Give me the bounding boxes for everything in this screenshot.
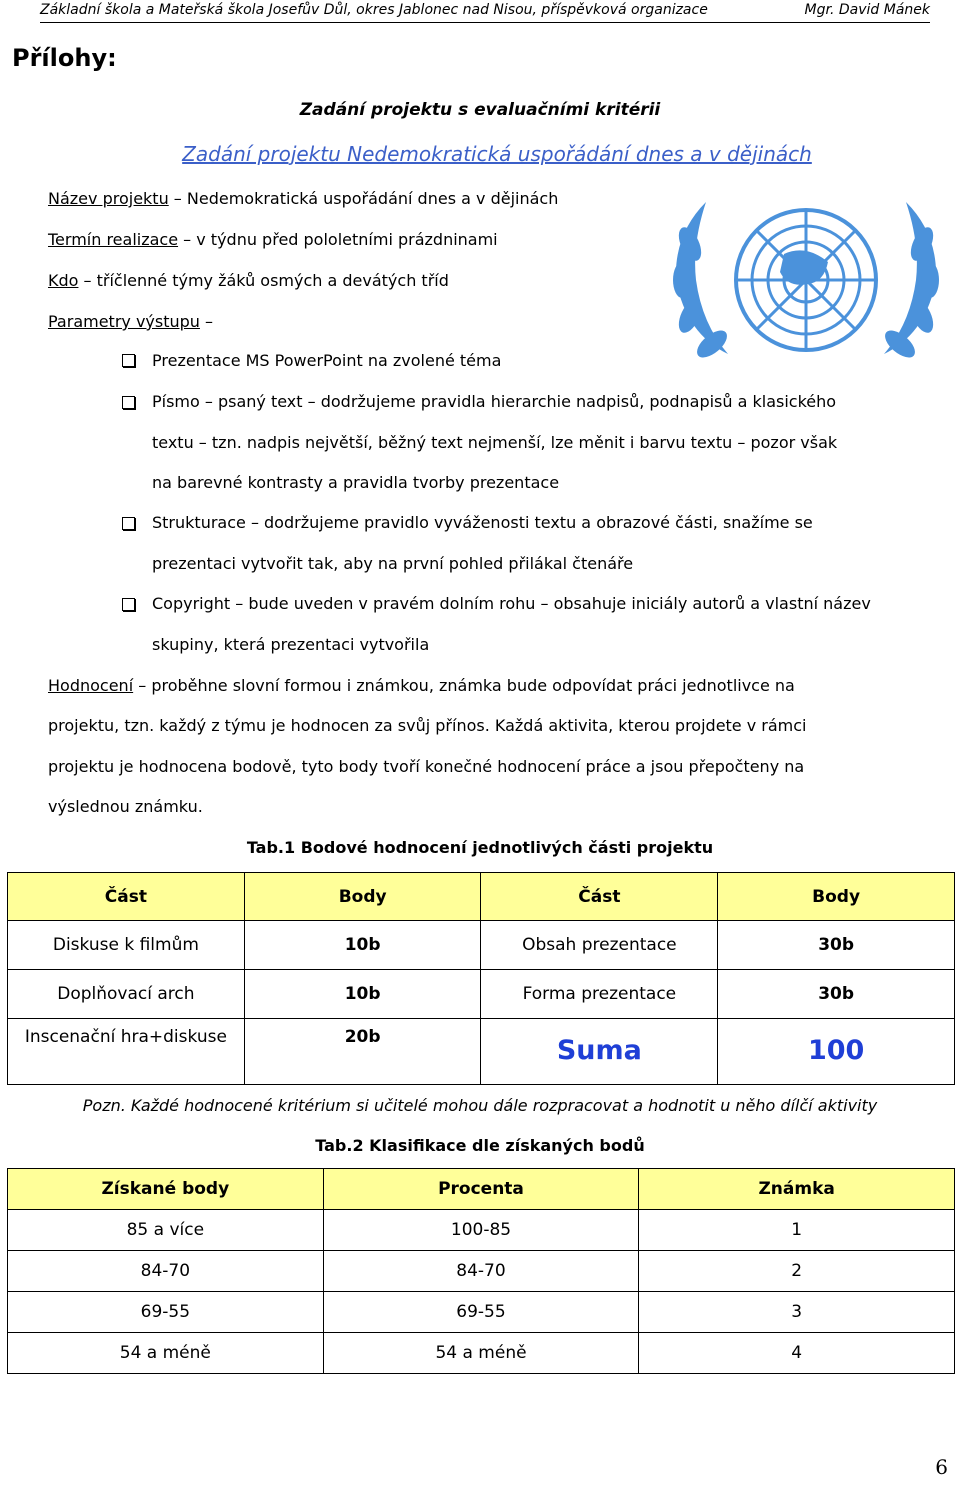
school-name: Základní škola a Mateřská škola Josefův Důl, okres Jablonec nad Nisou, příspěvková organizace	[40, 2, 708, 18]
table-header-cell: Část	[8, 873, 245, 921]
table-cell: 30b	[718, 970, 955, 1019]
table-cell: Forma prezentace	[481, 970, 718, 1019]
table-row	[8, 1019, 955, 1085]
info-params: Parametry výstupu –	[48, 312, 214, 331]
table-cell: 69-55	[323, 1292, 639, 1333]
table-cell: 69-55	[8, 1292, 324, 1333]
table-cell: 10b	[244, 921, 481, 970]
author-name: Mgr. David Mánek	[804, 2, 930, 18]
table-cell: 10b	[244, 970, 481, 1019]
table-row	[8, 921, 955, 970]
table-row	[8, 1292, 955, 1333]
table-row	[8, 1333, 955, 1374]
bullet-text: skupiny, která prezentaci vytvořila	[152, 635, 430, 654]
table-row	[8, 1251, 955, 1292]
table-header-row	[8, 1169, 955, 1210]
table1-caption: Tab.1 Bodové hodnocení jednotlivých části projektu	[246, 838, 714, 857]
bullet-text: Strukturace – dodržujeme pravidlo vyváženosti textu a obrazové části, snažíme se	[152, 513, 813, 532]
table-cell: 84-70	[8, 1251, 324, 1292]
bullet-text: prezentaci vytvořit tak, aby na první pohled přilákal čtenáře	[152, 554, 634, 573]
evaluation-paragraph: Hodnocení – proběhne slovní formou i známkou, známka bude odpovídat práci jednotlivce na	[48, 676, 795, 695]
table-header-cell: Body	[718, 873, 955, 921]
evaluation-paragraph: projektu je hodnocena bodově, tyto body tvoří konečné hodnocení práce a jsou přepočteny na	[48, 757, 805, 776]
bullet-text: Prezentace MS PowerPoint na zvolené téma	[152, 351, 502, 370]
section-subtitle: Zadání projektu s evaluačními kritérii	[299, 100, 661, 120]
evaluation-paragraph: výslednou známku.	[48, 797, 203, 816]
evaluation-paragraph: projektu, tzn. každý z týmu je hodnocen za svůj přínos. Každá aktivita, kterou projdete v rámci	[48, 716, 807, 735]
table-header-row	[8, 873, 955, 921]
table-cell: 2	[639, 1251, 955, 1292]
table-cell: Diskuse k filmům	[8, 921, 245, 970]
table-header-cell: Známka	[639, 1169, 955, 1210]
table2-caption: Tab.2 Klasifikace dle získaných bodů	[315, 1136, 645, 1155]
table-header-cell: Procenta	[323, 1169, 639, 1210]
table-header-cell: Získané body	[8, 1169, 324, 1210]
un-emblem-icon	[656, 184, 956, 384]
table-cell: 54 a méně	[8, 1333, 324, 1374]
bullet-text: Copyright – bude uveden v pravém dolním rohu – obsahuje iniciály autorů a vlastní název	[152, 594, 871, 613]
info-term: Termín realizace – v týdnu před pololetními prázdninami	[48, 230, 498, 249]
table-row	[8, 1210, 955, 1251]
table-cell: 30b	[718, 921, 955, 970]
info-who: Kdo – tříčlenné týmy žáků osmých a devátých tříd	[48, 271, 449, 290]
page-header	[40, 0, 930, 23]
table-cell: 20b	[244, 1019, 481, 1085]
checkbox-bullet-icon	[122, 396, 135, 409]
table-cell: Obsah prezentace	[481, 921, 718, 970]
sum-value: 100	[718, 1019, 955, 1085]
checkbox-bullet-icon	[122, 598, 135, 611]
bullet-text: textu – tzn. nadpis největší, běžný text nejmenší, lze měnit i barvu textu – pozor však	[152, 433, 838, 452]
table-header-cell: Část	[481, 873, 718, 921]
note: Pozn. Každé hodnocené kritérium si učitelé mohou dále rozpracovat a hodnotit u něho dílčí aktivity	[82, 1096, 878, 1115]
table-cell: 84-70	[323, 1251, 639, 1292]
project-title-link[interactable]: Zadání projektu Nedemokratická uspořádání dnes a v dějinách	[182, 142, 812, 166]
table-cell: 4	[639, 1333, 955, 1374]
table-cell: 1	[639, 1210, 955, 1251]
table-cell: 54 a méně	[323, 1333, 639, 1374]
page-title: Přílohy:	[12, 44, 117, 72]
sum-label: Suma	[481, 1019, 718, 1085]
bullet-text: na barevné kontrasty a pravidla tvorby prezentace	[152, 473, 560, 492]
checkbox-bullet-icon	[122, 354, 135, 367]
table-cell: Inscenační hra+diskuse	[8, 1019, 245, 1085]
info-project-name: Název projektu – Nedemokratická uspořádání dnes a v dějinách	[48, 189, 559, 208]
grades-table	[7, 1168, 955, 1374]
checkbox-bullet-icon	[122, 517, 135, 530]
table-cell: 85 a více	[8, 1210, 324, 1251]
table-row	[8, 970, 955, 1019]
table-cell: 3	[639, 1292, 955, 1333]
points-table	[7, 872, 955, 1085]
table-cell: Doplňovací arch	[8, 970, 245, 1019]
table-header-cell: Body	[244, 873, 481, 921]
page-number: 6	[935, 1455, 948, 1479]
bullet-text: Písmo – psaný text – dodržujeme pravidla hierarchie nadpisů, podnapisů a klasického	[152, 392, 837, 411]
table-cell: 100-85	[323, 1210, 639, 1251]
